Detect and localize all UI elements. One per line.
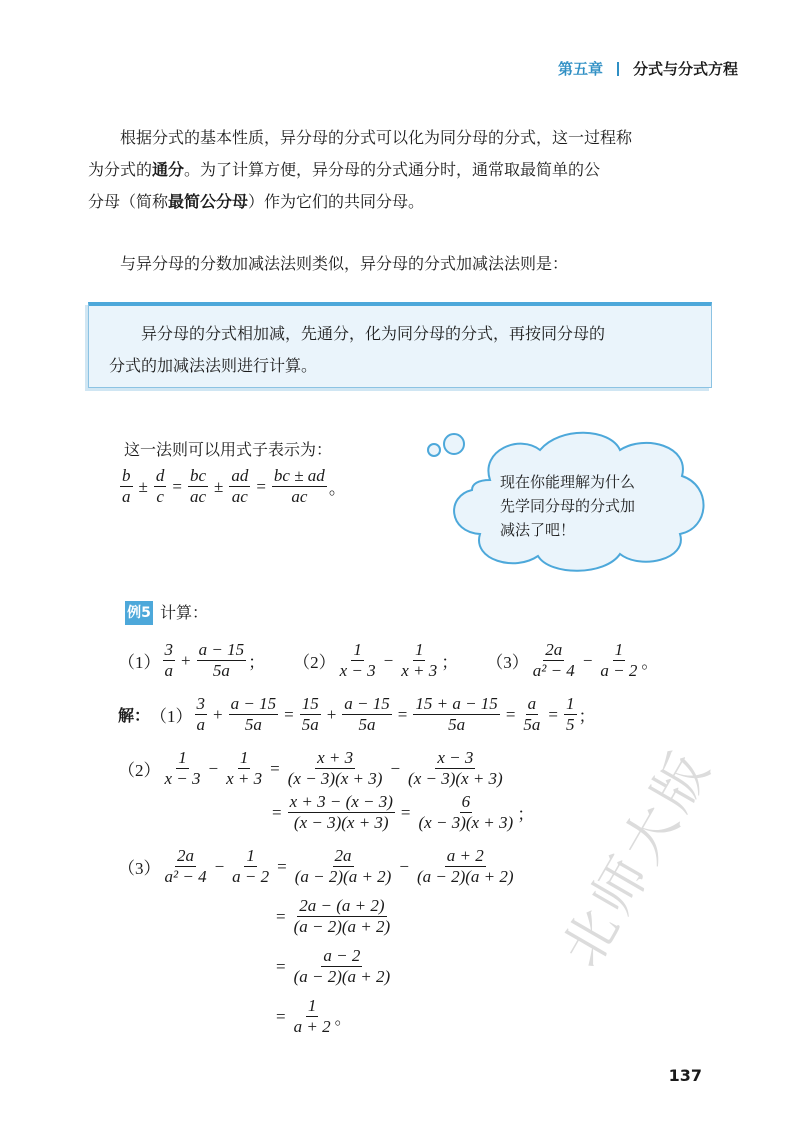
solution-2-line-2: = $\frac{x + 3 - (x - 3)}{(x - 3)(x + 3)}$ = $\frac{6}{(x - 3)(x + 3)}$ ；: [272, 792, 535, 832]
solution-3-line-4: = $\frac{1}{a + 2}$ 。: [276, 996, 352, 1036]
solution-2-line-1: （2） $\frac{1}{x - 3}$ − $\frac{1}{x + 3}$ = $\frac{x + 3}{(x - 3)(x + 3)}$ − $\frac{x - 3}{(x - 3)(x + 3)}$: [118, 748, 503, 788]
problem-list: （1） $\frac{3}{a}$ + $\frac{a - 15}{5a}$ ； （2） $\frac{1}{x - 3}$ − $\frac{1}{x + 3}$ ； （3） $\frac{2a}{\text{a² − 4}}$ − $\frac{1}{a - 2}$ 。: [118, 640, 659, 680]
term-lcd: 最简公分母: [168, 192, 249, 211]
solution-1: 解： （1） $\frac{3}{a}$ + $\frac{a - 15}{5a}$ = $\frac{15}{5a}$ + $\frac{a - 15}{5a}$ = $\frac{15 + a - 15}{5a}$ = $\frac{a}{5a}$ = $\frac{1}{5}$ ；: [118, 694, 596, 734]
rule-box: [88, 302, 712, 388]
watermark: 北师大版: [549, 737, 725, 977]
intro-line-2: 为分式的通分。为了计算方便，异分母的分式通分时，通常取最简单的公: [88, 160, 601, 179]
rule-text: 异分母的分式相加减，先通分，化为同分母的分式，再按同分母的 分式的加减法法则进行计算。: [109, 324, 606, 375]
formula-intro: 这一法则可以用式子表示为：: [124, 440, 333, 459]
solution-3-line-1: （3） $\frac{2a}{\text{a² − 4}}$ − $\frac{1}{a - 2}$ = $\frac{2a}{(a - 2)(a + 2)}$ − $\frac{a + 2}{(a - 2)(a + 2)}$: [118, 846, 514, 886]
chapter-title: 分式与分式方程: [632, 60, 738, 78]
example-badge: 例5: [125, 601, 153, 625]
cloud-text: 现在你能理解为什么 先学同分母的分式加 减法了吧！: [500, 473, 636, 539]
intro-line-1: 根据分式的基本性质，异分母的分式可以化为同分母的分式，这一过程称: [120, 128, 633, 147]
running-header: [558, 58, 738, 79]
solution-3-line-3: = $\frac{a - 2}{(a - 2)(a + 2)}$: [276, 946, 391, 986]
term-tongfen: 通分: [152, 160, 185, 179]
general-formula: $\frac{b}{a}$ ± $\frac{d}{c}$ = $\frac{bc}{ac}$ ± $\frac{ad}{ac}$ = $\frac{bc \pm ad}{ac}$ 。: [122, 466, 346, 506]
page-number: 137: [668, 1066, 702, 1085]
intro-paragraph: [88, 122, 714, 218]
intro-line-4: 与异分母的分数加减法法则类似，异分母的分式加减法法则是：: [120, 254, 569, 273]
solution-3-line-2: = $\frac{2a - (a + 2)}{(a - 2)(a + 2)}$: [276, 896, 391, 936]
intro-line-3: 分母（简称最简公分母）作为它们的共同分母。: [88, 192, 425, 211]
header-divider: [617, 62, 619, 76]
example-title: 计算：: [160, 603, 209, 622]
chapter-label: 第五章: [557, 60, 603, 78]
